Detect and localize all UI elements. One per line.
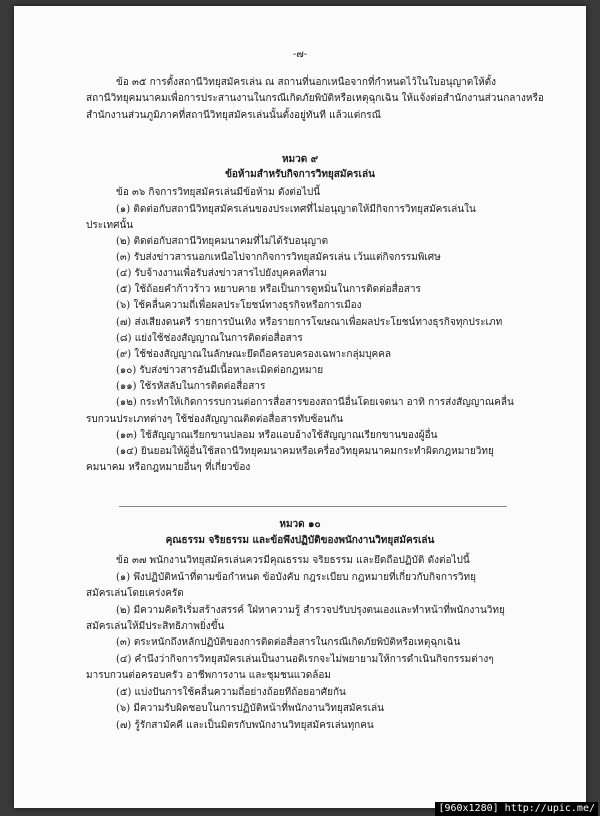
chapter-9-item: (๑๔) ยินยอมให้ผู้อื่นใช้สถานีวิทยุคมนาคมหรือเครื่องวิทยุคมนาคมกระทำผิดกฎหมายวิทยุ	[116, 446, 494, 457]
chapter-10-item: สมัครเล่นให้มีประสิทธิภาพยิ่งขึ้น	[86, 621, 225, 632]
chapter-9-item: (๓) รับส่งข่าวสารนอกเหนือไปจากกิจการวิทยุสมัครเล่น เว้นแต่กิจกรรมพิเศษ	[116, 252, 441, 263]
page-number: -๗-	[292, 49, 308, 60]
chapter-10-item: (๗) รู้รักสามัคคี และเป็นมิตรกับพนักงานวิทยุสมัครเล่นทุกคน	[116, 720, 374, 731]
document-page	[14, 6, 586, 808]
chapter-9-item: (๙) ใช้ช่องสัญญาณในลักษณะยึดถือครอบครองเฉพาะกลุ่มบุคคล	[116, 349, 392, 360]
upic-watermark: [960x1280] http://upic.me/	[435, 802, 598, 816]
section-35-line-2: สถานีวิทยุคมนาคมเพื่อการประสานงานในกรณีเกิดภัยพิบัติหรือเหตุฉุกเฉิน ให้แจ้งต่อสำนักงานส่วนกลางหรือ	[86, 93, 544, 104]
chapter-9-item: (๑๑) ใช้รหัสลับในการติดต่อสื่อสาร	[116, 381, 266, 392]
chapter-9-item: (๑๓) ใช้สัญญาณเรียกขานปลอม หรือแอบอ้างใช้สัญญาณเรียกขานของผู้อื่น	[116, 430, 438, 441]
chapter-9-item: รบกวนประเภทต่างๆ ใช้ช่องสัญญาณติดต่อสื่อสารทับซ้อนกัน	[86, 414, 343, 425]
chapter-10-title: คุณธรรม จริยธรรม และข้อพึงปฏิบัติของพนักงานวิทยุสมัครเล่น	[165, 535, 435, 546]
chapter-9-item: (๑๐) รับส่งข่าวสารอันมีเนื้อหาละเมิดต่อกฎหมาย	[116, 365, 324, 376]
chapter-9-item: คมนาคม หรือกฎหมายอื่นๆ ที่เกี่ยวข้อง	[86, 462, 251, 473]
chapter-9-item: (๕) ใช้ถ้อยคำก้าวร้าว หยาบคาย หรือเป็นการดูหมิ่นในการติดต่อสื่อสาร	[116, 284, 421, 295]
chapter-9-item: (๔) รับจ้างงานเพื่อรับส่งข่าวสารไปยังบุคคลที่สาม	[116, 268, 327, 279]
chapter-10-item: (๖) มีความรับผิดชอบในการปฏิบัติหน้าที่พนักงานวิทยุสมัครเล่น	[116, 703, 384, 714]
chapter-9-item: (๒) ติดต่อกับสถานีวิทยุคมนาคมที่ไม่ได้รับอนุญาต	[116, 236, 329, 247]
chapter-9-title: ข้อห้ามสำหรับกิจการวิทยุสมัครเล่น	[225, 169, 375, 180]
section-divider	[119, 506, 507, 507]
chapter-9-item: (๑๒) กระทำให้เกิดการรบกวนต่อการสื่อสารของสถานีอื่นโดยเจตนา อาทิ การส่งสัญญาณคลื่น	[116, 397, 514, 408]
chapter-9-heading: หมวด ๙	[281, 154, 319, 165]
section-36-intro: ข้อ ๓๖ กิจการวิทยุสมัครเล่นมีข้อห้าม ดังต่อไปนี้	[116, 187, 321, 198]
chapter-9-item: (๖) ใช้คลื่นความถี่เพื่อผลประโยชน์ทางธุรกิจหรือการเมือง	[116, 300, 362, 311]
section-35-line-1: ข้อ ๓๕ การตั้งสถานีวิทยุสมัครเล่น ณ สถานที่นอกเหนือจากที่กำหนดไว้ในใบอนุญาตให้ตั้ง	[116, 77, 497, 88]
chapter-10-heading: หมวด ๑๐	[279, 519, 321, 530]
chapter-9-item: ประเทศนั้น	[86, 220, 134, 231]
chapter-9-item: (๘) แย่งใช้ช่องสัญญาณในการติดต่อสื่อสาร	[116, 333, 303, 344]
chapter-10-item: มารบกวนต่อครอบครัว อาชีพการงาน และชุมชนแวดล้อม	[86, 670, 331, 681]
chapter-10-item: (๔) คำนึงว่ากิจการวิทยุสมัครเล่นเป็นงานอดิเรกจะไม่พยายามให้การดำเนินกิจกรรมต่างๆ	[116, 654, 494, 665]
chapter-9-item: (๗) ส่งเสียงดนตรี รายการบันเทิง หรือรายการโฆษณาเพื่อผลประโยชน์ทางธุรกิจทุกประเภท	[116, 317, 503, 328]
chapter-10-item: (๕) แบ่งปันการใช้คลื่นความถี่อย่างถ้อยทีถ้อยอาศัยกัน	[116, 687, 346, 698]
section-37-intro: ข้อ ๓๗ พนักงานวิทยุสมัครเล่นควรมีคุณธรรม จริยธรรม และยึดถือปฏิบัติ ดังต่อไปนี้	[116, 555, 470, 566]
chapter-10-item: (๒) มีความคิดริเริ่มสร้างสรรค์ ใฝ่หาความรู้ สำรวจปรับปรุงตนเองและทำหน้าที่พนักงานวิทยุ	[116, 605, 505, 616]
chapter-9-item: (๑) ติดต่อกับสถานีวิทยุสมัครเล่นของประเทศที่ไม่อนุญาตให้มีกิจการวิทยุสมัครเล่นใน	[116, 204, 476, 215]
chapter-10-item: (๑) พึงปฏิบัติหน้าที่ตามข้อกำหนด ข้อบังคับ กฎระเบียบ กฎหมายที่เกี่ยวกับกิจการวิทยุ	[116, 572, 476, 583]
chapter-10-item: สมัครเล่นโดยเคร่งครัด	[86, 588, 184, 599]
section-35-line-3: สำนักงานส่วนภูมิภาคที่สถานีวิทยุสมัครเล่นนั้นตั้งอยู่ทันที แล้วแต่กรณี	[86, 110, 381, 121]
chapter-10-item: (๓) ตระหนักถึงหลักปฏิบัติของการติดต่อสื่อสารในกรณีเกิดภัยพิบัติหรือเหตุฉุกเฉิน	[116, 637, 461, 648]
